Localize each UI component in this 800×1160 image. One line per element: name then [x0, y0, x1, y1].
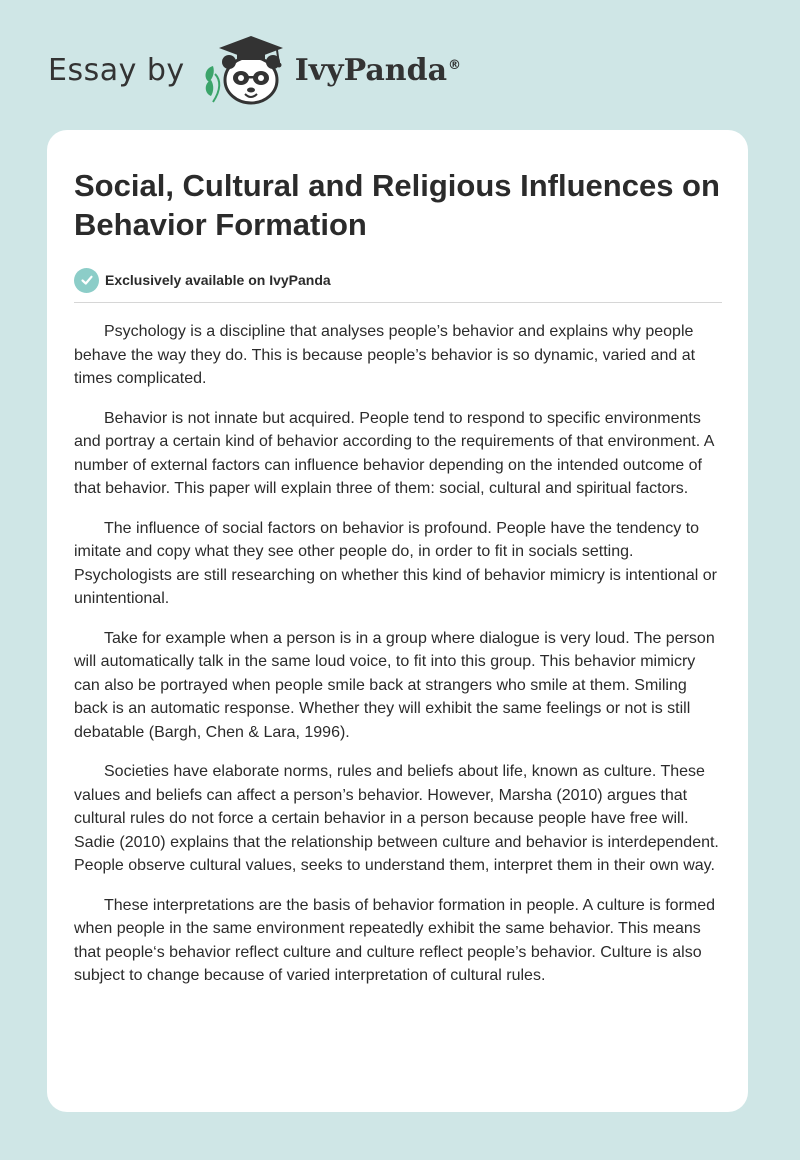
brand-name: IvyPanda® [294, 52, 462, 88]
check-circle-icon [74, 268, 99, 293]
essay-card [47, 130, 748, 1112]
paragraph: The influence of social factors on behavior is profound. People have the tendency to imitate and copy what they see other people do, in order to fit in socials setting. Psychologists are still researching on whether this kind of behavior mimicry is intentional or unintentional. [74, 519, 717, 607]
registered-mark: ® [448, 57, 462, 73]
brand-prefix: Essay by [48, 52, 185, 88]
exclusive-badge [74, 267, 722, 293]
paragraph: These interpretations are the basis of behavior formation in people. A culture is formed when people in the same environment repeatedly exhibit the same behavior. This means that people‘s behavior reflect culture and culture reflect people’s behavior. Culture is also subject to change because of varied interpretation of cultural rules. [74, 896, 716, 984]
leaf-icon [205, 66, 219, 102]
panda-logo-icon [201, 30, 291, 110]
brand-header [48, 30, 461, 110]
page-title: Social, Cultural and Religious Influences on Behavior Formation [74, 168, 720, 242]
paragraph: Behavior is not innate but acquired. People tend to respond to specific environments and portray a certain kind of behavior according to the requirements of that environment. A number of external factors can influence behavior depending on the intended outcome of that behavior. This paper will explain three of them: social, cultural and spiritual factors. [74, 409, 714, 497]
paragraph: Societies have elaborate norms, rules and beliefs about life, known as culture. These values and beliefs can affect a person’s behavior. However, Marsha (2010) argues that cultural rules do not force a certain behavior in a person because people have free will. Sadie (2010) explains that the relationship between culture and behavior is interdependent. People observe cultural values, seeks to understand them, interpret them in their own way. [74, 763, 719, 874]
essay-body [74, 320, 722, 988]
divider [74, 302, 722, 303]
paragraph: Take for example when a person is in a group where dialogue is very loud. The person will automatically talk in the same loud voice, to fit into this group. This behavior mimicry can also be portrayed when people smile back at strangers who smile at them. Smiling back is an automatic response. Whether they will exhibit the same feelings or not is still debatable (Bargh, Chen & Lara, 1996). [74, 629, 715, 741]
checkmark-icon [80, 273, 94, 287]
paragraph: Psychology is a discipline that analyses people’s behavior and explains why people behave the way they do. This is because people’s behavior is so dynamic, varied and at times complicated. [74, 323, 696, 387]
exclusive-label: Exclusively available on IvyPanda [105, 272, 331, 288]
